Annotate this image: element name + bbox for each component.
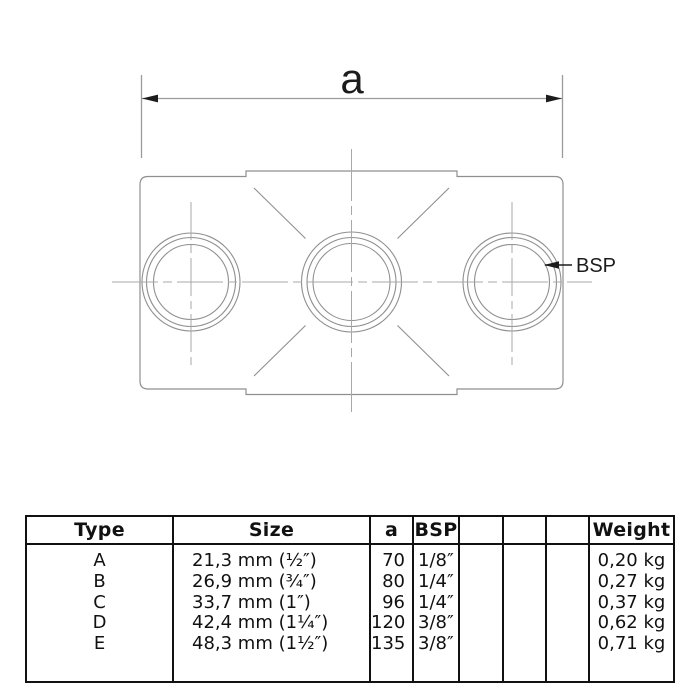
chamfer-line-bottom-right [398,326,450,377]
weight-value: 0,71 kg [597,633,666,655]
header-weight: Weight [589,516,674,544]
a-value: 96 [382,591,405,613]
header-empty-3 [546,516,589,544]
type-value: D [92,612,107,634]
spec-table [25,515,675,683]
column-bsp [413,544,459,682]
bsp-value: 1/4″ [418,591,454,613]
header-size: Size [173,516,370,544]
type-value: A [93,550,106,571]
dimension-label-a: a [340,55,364,102]
type-value: C [93,591,106,613]
header-a: a [370,516,413,544]
column-empty-1 [459,544,503,682]
header-type: Type [26,516,173,544]
size-value: 21,3 mm (½″) [192,550,317,571]
size-value: 33,7 mm (1″) [192,591,311,613]
column-empty-3 [546,544,589,682]
weight-value: 0,37 kg [597,591,666,613]
header-bsp: BSP [413,516,459,544]
size-value: 26,9 mm (¾″) [192,570,317,592]
a-value: 80 [382,570,405,592]
weight-value: 0,20 kg [597,550,666,571]
size-value: 48,3 mm (1½″) [192,633,329,655]
bsp-value: 1/4″ [418,570,454,592]
chamfer-line-bottom-left [254,326,306,377]
chamfer-line-top-left [254,188,306,239]
a-value: 135 [371,633,406,655]
weight-value: 0,62 kg [597,612,666,634]
bsp-value: 1/8″ [418,550,454,571]
header-empty-2 [503,516,546,544]
bsp-label: BSP [576,255,617,277]
chamfer-line-top-right [398,188,450,239]
dimension-arrowhead-left [142,95,158,103]
header-empty-1 [459,516,503,544]
column-type [26,544,173,682]
spec-table-body [26,544,674,682]
a-value: 120 [371,612,406,634]
column-weight [589,544,674,682]
a-value: 70 [382,550,405,571]
spec-table-header-row [26,516,674,544]
bsp-value: 3/8″ [418,633,454,655]
bsp-value: 3/8″ [418,612,454,634]
column-size [173,544,370,682]
type-value: E [93,633,106,655]
dimension-arrowhead-right [546,95,562,103]
column-empty-2 [503,544,546,682]
weight-value: 0,27 kg [597,570,666,592]
type-value: B [93,570,106,592]
size-value: 42,4 mm (1¼″) [192,612,329,634]
column-a [370,544,413,682]
